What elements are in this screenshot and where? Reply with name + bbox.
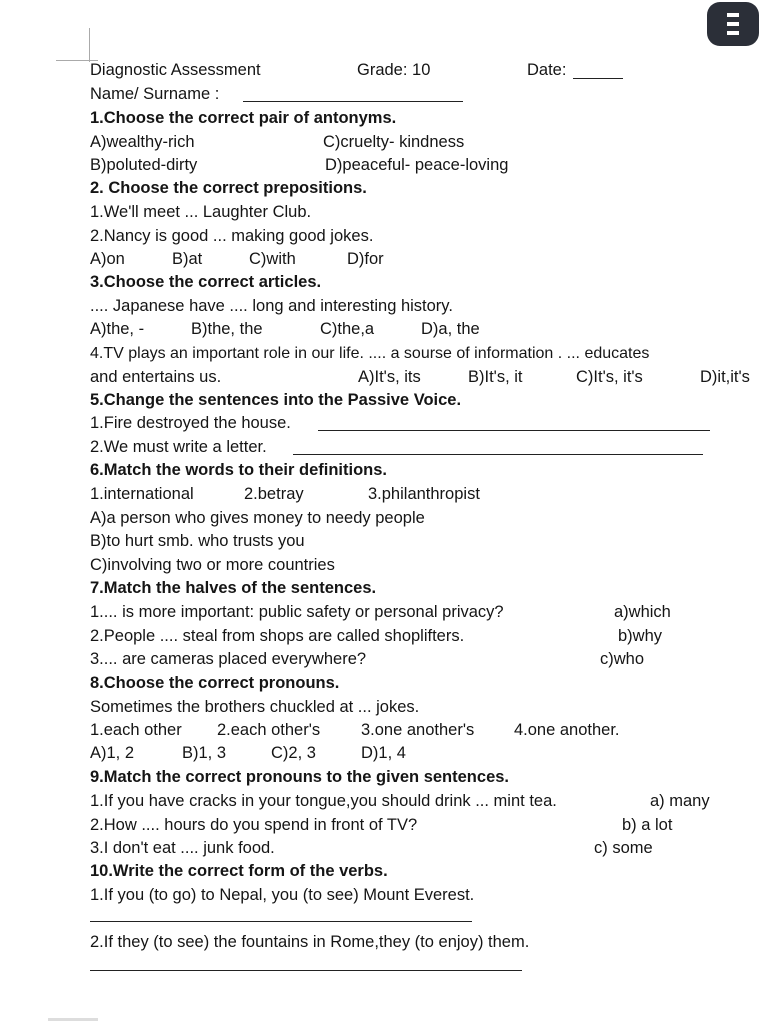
name-blank[interactable] (243, 101, 463, 102)
document-title: Diagnostic Assessment (90, 61, 261, 79)
sentence: 1.... is more important: public safety or personal privacy? (90, 603, 504, 621)
question-heading: 2. Choose the correct prepositions. (90, 179, 367, 197)
crop-mark (89, 28, 90, 62)
date-label: Date: (527, 61, 567, 79)
option: B)at (172, 250, 203, 268)
sentence: 2.How .... hours do you spend in front of TV? (90, 816, 418, 834)
name-label: Name/ Surname : (90, 85, 220, 103)
option: A)1, 2 (90, 744, 135, 762)
page-mark (48, 1018, 98, 1021)
question-heading: 7.Match the halves of the sentences. (90, 579, 377, 597)
option: D)peaceful- peace-loving (325, 156, 509, 174)
definition: A)a person who gives money to needy people (90, 509, 425, 527)
question-heading: 3.Choose the correct articles. (90, 273, 322, 291)
sentence: 1.If you have cracks in your tongue,you should drink ... mint tea. (90, 792, 557, 810)
question-heading: 9.Match the correct pronouns to the given sentences. (90, 768, 510, 786)
word: 1.international (90, 485, 194, 503)
question-heading: 6.Match the words to their definitions. (90, 461, 388, 479)
answer-blank[interactable] (293, 454, 703, 455)
pronoun-choice: 3.one another's (361, 721, 475, 739)
question-heading: 8.Choose the correct pronouns. (90, 674, 340, 692)
word: 2.betray (244, 485, 304, 503)
option: a) many (650, 792, 710, 810)
sentence: 2.If they (to see) the fountains in Rome,they (to enjoy) them. (90, 933, 530, 951)
sentence: 3.... are cameras placed everywhere? (90, 650, 367, 668)
pronoun-choice: 4.one another. (514, 721, 620, 739)
sentence: .... Japanese have .... long and interesting history. (90, 297, 453, 315)
sentence: 3.I don't eat .... junk food. (90, 839, 275, 857)
option: D)for (347, 250, 384, 268)
sentence: 2.Nancy is good ... making good jokes. (90, 227, 374, 245)
option: B)It's, it (468, 368, 523, 386)
option: D)a, the (421, 320, 480, 338)
sentence: 1.If you (to go) to Nepal, you (to see) Mount Everest. (90, 886, 475, 904)
option: B)poluted-dirty (90, 156, 198, 174)
question-heading: 10.Write the correct form of the verbs. (90, 862, 388, 880)
word: 3.philanthropist (368, 485, 480, 503)
option: B)1, 3 (182, 744, 227, 762)
question-text: and entertains us. (90, 368, 222, 386)
question-text: 4.TV plays an important role in our life. .... a sourse of information . ... educates (90, 345, 650, 362)
pronoun-choice: 2.each other's (217, 721, 321, 739)
date-blank[interactable] (573, 78, 623, 79)
option: C)with (249, 250, 296, 268)
option: a)which (614, 603, 671, 621)
option: b) a lot (622, 816, 673, 834)
question-heading: 5.Change the sentences into the Passive Voice. (90, 391, 462, 409)
option: c) some (594, 839, 653, 857)
sentence: 1.Fire destroyed the house. (90, 414, 291, 432)
option: C)the,a (320, 320, 375, 338)
answer-blank[interactable] (90, 921, 472, 922)
sentence: 2.We must write a letter. (90, 438, 267, 456)
option: C)2, 3 (271, 744, 316, 762)
option: C)It's, it's (576, 368, 643, 386)
answer-blank[interactable] (90, 970, 522, 971)
option: c)who (600, 650, 645, 668)
option: A)on (90, 250, 125, 268)
question-heading: 1.Choose the correct pair of antonyms. (90, 109, 397, 127)
definition: B)to hurt smb. who trusts you (90, 532, 305, 550)
pronoun-choice: 1.each other (90, 721, 182, 739)
sentence: 1.We'll meet ... Laughter Club. (90, 203, 312, 221)
option: A)It's, its (358, 368, 421, 386)
answer-blank[interactable] (318, 430, 710, 431)
option: b)why (618, 627, 663, 645)
menu-icon (727, 13, 739, 35)
option: D)1, 4 (361, 744, 406, 762)
menu-button[interactable] (707, 2, 759, 46)
option: C)cruelty- kindness (323, 133, 465, 151)
option: A)wealthy-rich (90, 133, 195, 151)
grade-label: Grade: 10 (357, 61, 431, 79)
sentence: Sometimes the brothers chuckled at ... jokes. (90, 698, 420, 716)
option: D)it,it's (700, 368, 750, 386)
option: A)the, - (90, 320, 145, 338)
sentence: 2.People .... steal from shops are called shoplifters. (90, 627, 465, 645)
option: B)the, the (191, 320, 263, 338)
definition: C)involving two or more countries (90, 556, 335, 574)
